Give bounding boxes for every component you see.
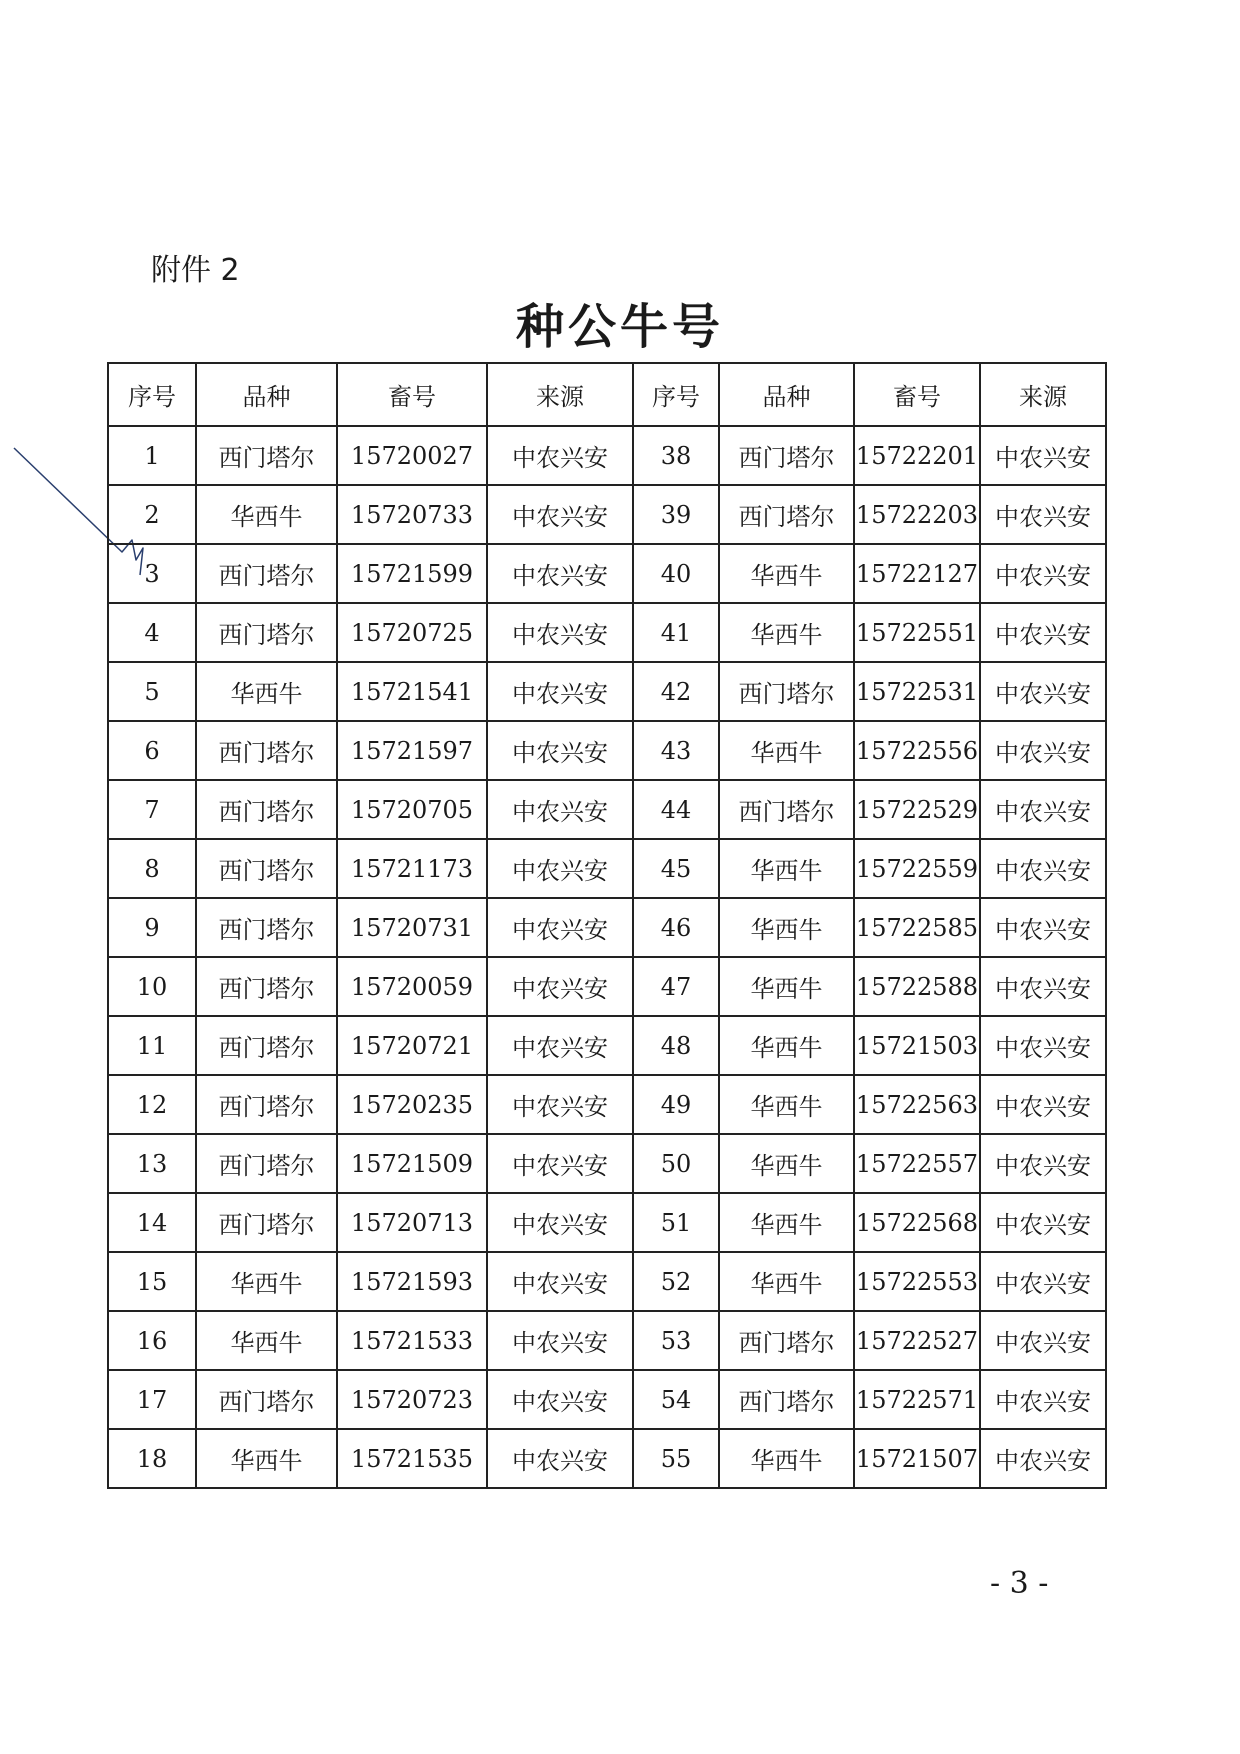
serial-number-cell: 55 [633, 1429, 719, 1488]
column-header: 品种 [196, 363, 337, 426]
source-cell: 中农兴安 [980, 544, 1106, 603]
serial-number-cell: 42 [633, 662, 719, 721]
animal-id-cell: 15720705 [337, 780, 487, 839]
serial-number-cell: 17 [108, 1370, 196, 1429]
table-row [108, 839, 1106, 898]
source-cell: 中农兴安 [487, 1193, 633, 1252]
source-cell: 中农兴安 [980, 1016, 1106, 1075]
breed-cell: 华西牛 [719, 957, 854, 1016]
table-row [108, 662, 1106, 721]
column-header: 序号 [633, 363, 719, 426]
animal-id-cell: 15720713 [337, 1193, 487, 1252]
table-row [108, 1370, 1106, 1429]
serial-number-cell: 14 [108, 1193, 196, 1252]
source-cell: 中农兴安 [487, 426, 633, 485]
breed-cell: 西门塔尔 [196, 780, 337, 839]
animal-id-cell: 15722571 [854, 1370, 980, 1429]
breed-cell: 西门塔尔 [196, 603, 337, 662]
source-cell: 中农兴安 [980, 1134, 1106, 1193]
animal-id-cell: 15722563 [854, 1075, 980, 1134]
breed-cell: 华西牛 [196, 485, 337, 544]
table-row [108, 1311, 1106, 1370]
source-cell: 中农兴安 [980, 898, 1106, 957]
source-cell: 中农兴安 [487, 1429, 633, 1488]
serial-number-cell: 4 [108, 603, 196, 662]
table-row [108, 1193, 1106, 1252]
source-cell: 中农兴安 [487, 662, 633, 721]
source-cell: 中农兴安 [980, 1252, 1106, 1311]
table-row [108, 1429, 1106, 1488]
breed-cell: 华西牛 [196, 1311, 337, 1370]
animal-id-cell: 15722531 [854, 662, 980, 721]
serial-number-cell: 10 [108, 957, 196, 1016]
source-cell: 中农兴安 [487, 957, 633, 1016]
serial-number-cell: 38 [633, 426, 719, 485]
source-cell: 中农兴安 [980, 721, 1106, 780]
source-cell: 中农兴安 [487, 603, 633, 662]
source-cell: 中农兴安 [487, 1134, 633, 1193]
source-cell: 中农兴安 [487, 1311, 633, 1370]
serial-number-cell: 48 [633, 1016, 719, 1075]
animal-id-cell: 15722568 [854, 1193, 980, 1252]
breed-cell: 西门塔尔 [719, 1311, 854, 1370]
source-cell: 中农兴安 [980, 839, 1106, 898]
breed-cell: 西门塔尔 [196, 1075, 337, 1134]
breed-cell: 西门塔尔 [196, 898, 337, 957]
animal-id-cell: 15722559 [854, 839, 980, 898]
animal-id-cell: 15722585 [854, 898, 980, 957]
breed-cell: 华西牛 [196, 1252, 337, 1311]
source-cell: 中农兴安 [980, 1429, 1106, 1488]
animal-id-cell: 15721173 [337, 839, 487, 898]
animal-id-cell: 15721507 [854, 1429, 980, 1488]
breed-cell: 西门塔尔 [719, 426, 854, 485]
serial-number-cell: 46 [633, 898, 719, 957]
animal-id-cell: 15722556 [854, 721, 980, 780]
serial-number-cell: 45 [633, 839, 719, 898]
source-cell: 中农兴安 [487, 1075, 633, 1134]
serial-number-cell: 13 [108, 1134, 196, 1193]
breed-cell: 华西牛 [719, 1252, 854, 1311]
table-row [108, 485, 1106, 544]
serial-number-cell: 52 [633, 1252, 719, 1311]
serial-number-cell: 49 [633, 1075, 719, 1134]
serial-number-cell: 15 [108, 1252, 196, 1311]
breed-cell: 西门塔尔 [196, 721, 337, 780]
animal-id-cell: 15722203 [854, 485, 980, 544]
animal-id-cell: 15721599 [337, 544, 487, 603]
source-cell: 中农兴安 [487, 544, 633, 603]
serial-number-cell: 53 [633, 1311, 719, 1370]
source-cell: 中农兴安 [980, 1193, 1106, 1252]
column-header: 来源 [487, 363, 633, 426]
serial-number-cell: 7 [108, 780, 196, 839]
source-cell: 中农兴安 [980, 1311, 1106, 1370]
breed-cell: 华西牛 [196, 662, 337, 721]
source-cell: 中农兴安 [487, 1370, 633, 1429]
serial-number-cell: 11 [108, 1016, 196, 1075]
serial-number-cell: 1 [108, 426, 196, 485]
serial-number-cell: 16 [108, 1311, 196, 1370]
animal-id-cell: 15722553 [854, 1252, 980, 1311]
source-cell: 中农兴安 [980, 662, 1106, 721]
table-header-row [108, 363, 1106, 426]
breed-cell: 华西牛 [196, 1429, 337, 1488]
source-cell: 中农兴安 [980, 485, 1106, 544]
breed-cell: 西门塔尔 [196, 544, 337, 603]
serial-number-cell: 5 [108, 662, 196, 721]
animal-id-cell: 15720721 [337, 1016, 487, 1075]
breed-cell: 华西牛 [719, 1075, 854, 1134]
source-cell: 中农兴安 [487, 780, 633, 839]
animal-id-cell: 15722551 [854, 603, 980, 662]
breed-cell: 西门塔尔 [196, 957, 337, 1016]
serial-number-cell: 54 [633, 1370, 719, 1429]
animal-id-cell: 15722529 [854, 780, 980, 839]
breed-cell: 西门塔尔 [196, 426, 337, 485]
serial-number-cell: 47 [633, 957, 719, 1016]
serial-number-cell: 39 [633, 485, 719, 544]
column-header: 来源 [980, 363, 1106, 426]
table-row [108, 1252, 1106, 1311]
breed-cell: 华西牛 [719, 603, 854, 662]
source-cell: 中农兴安 [487, 721, 633, 780]
document-title: 种公牛号 [515, 299, 724, 355]
serial-number-cell: 50 [633, 1134, 719, 1193]
source-cell: 中农兴安 [980, 780, 1106, 839]
breed-cell: 西门塔尔 [196, 839, 337, 898]
table-row [108, 721, 1106, 780]
column-header: 畜号 [337, 363, 487, 426]
bull-number-table [107, 362, 1107, 1489]
breed-cell: 华西牛 [719, 1429, 854, 1488]
breed-cell: 华西牛 [719, 1193, 854, 1252]
table-row [108, 898, 1106, 957]
breed-cell: 华西牛 [719, 1134, 854, 1193]
breed-cell: 华西牛 [719, 544, 854, 603]
table-row [108, 544, 1106, 603]
table-row [108, 957, 1106, 1016]
table-row [108, 426, 1106, 485]
table-row [108, 780, 1106, 839]
serial-number-cell: 18 [108, 1429, 196, 1488]
serial-number-cell: 6 [108, 721, 196, 780]
animal-id-cell: 15720731 [337, 898, 487, 957]
breed-cell: 西门塔尔 [719, 1370, 854, 1429]
source-cell: 中农兴安 [487, 1252, 633, 1311]
breed-cell: 西门塔尔 [719, 780, 854, 839]
table-row [108, 1134, 1106, 1193]
animal-id-cell: 15721509 [337, 1134, 487, 1193]
serial-number-cell: 43 [633, 721, 719, 780]
animal-id-cell: 15722588 [854, 957, 980, 1016]
attachment-label: 附件 2 [151, 253, 240, 288]
breed-cell: 西门塔尔 [719, 485, 854, 544]
breed-cell: 华西牛 [719, 898, 854, 957]
page-number: - 3 - [990, 1566, 1049, 1601]
animal-id-cell: 15721541 [337, 662, 487, 721]
serial-number-cell: 40 [633, 544, 719, 603]
table-row [108, 1075, 1106, 1134]
serial-number-cell: 44 [633, 780, 719, 839]
breed-cell: 西门塔尔 [719, 662, 854, 721]
source-cell: 中农兴安 [980, 957, 1106, 1016]
breed-cell: 西门塔尔 [196, 1193, 337, 1252]
serial-number-cell: 9 [108, 898, 196, 957]
source-cell: 中农兴安 [487, 839, 633, 898]
source-cell: 中农兴安 [980, 426, 1106, 485]
animal-id-cell: 15721533 [337, 1311, 487, 1370]
animal-id-cell: 15720733 [337, 485, 487, 544]
breed-cell: 华西牛 [719, 1016, 854, 1075]
animal-id-cell: 15722201 [854, 426, 980, 485]
animal-id-cell: 15721535 [337, 1429, 487, 1488]
animal-id-cell: 15720725 [337, 603, 487, 662]
animal-id-cell: 15721503 [854, 1016, 980, 1075]
column-header: 序号 [108, 363, 196, 426]
column-header: 品种 [719, 363, 854, 426]
breed-cell: 西门塔尔 [196, 1370, 337, 1429]
source-cell: 中农兴安 [487, 1016, 633, 1075]
breed-cell: 西门塔尔 [196, 1016, 337, 1075]
animal-id-cell: 15720723 [337, 1370, 487, 1429]
serial-number-cell: 12 [108, 1075, 196, 1134]
source-cell: 中农兴安 [980, 1075, 1106, 1134]
breed-cell: 西门塔尔 [196, 1134, 337, 1193]
animal-id-cell: 15722127 [854, 544, 980, 603]
animal-id-cell: 15720235 [337, 1075, 487, 1134]
table-row [108, 1016, 1106, 1075]
animal-id-cell: 15721597 [337, 721, 487, 780]
column-header: 畜号 [854, 363, 980, 426]
source-cell: 中农兴安 [980, 603, 1106, 662]
animal-id-cell: 15722557 [854, 1134, 980, 1193]
source-cell: 中农兴安 [487, 485, 633, 544]
serial-number-cell: 3 [108, 544, 196, 603]
serial-number-cell: 41 [633, 603, 719, 662]
serial-number-cell: 2 [108, 485, 196, 544]
animal-id-cell: 15722527 [854, 1311, 980, 1370]
breed-cell: 华西牛 [719, 839, 854, 898]
table-row [108, 603, 1106, 662]
source-cell: 中农兴安 [487, 898, 633, 957]
animal-id-cell: 15720027 [337, 426, 487, 485]
serial-number-cell: 51 [633, 1193, 719, 1252]
serial-number-cell: 8 [108, 839, 196, 898]
breed-cell: 华西牛 [719, 721, 854, 780]
animal-id-cell: 15720059 [337, 957, 487, 1016]
source-cell: 中农兴安 [980, 1370, 1106, 1429]
animal-id-cell: 15721593 [337, 1252, 487, 1311]
